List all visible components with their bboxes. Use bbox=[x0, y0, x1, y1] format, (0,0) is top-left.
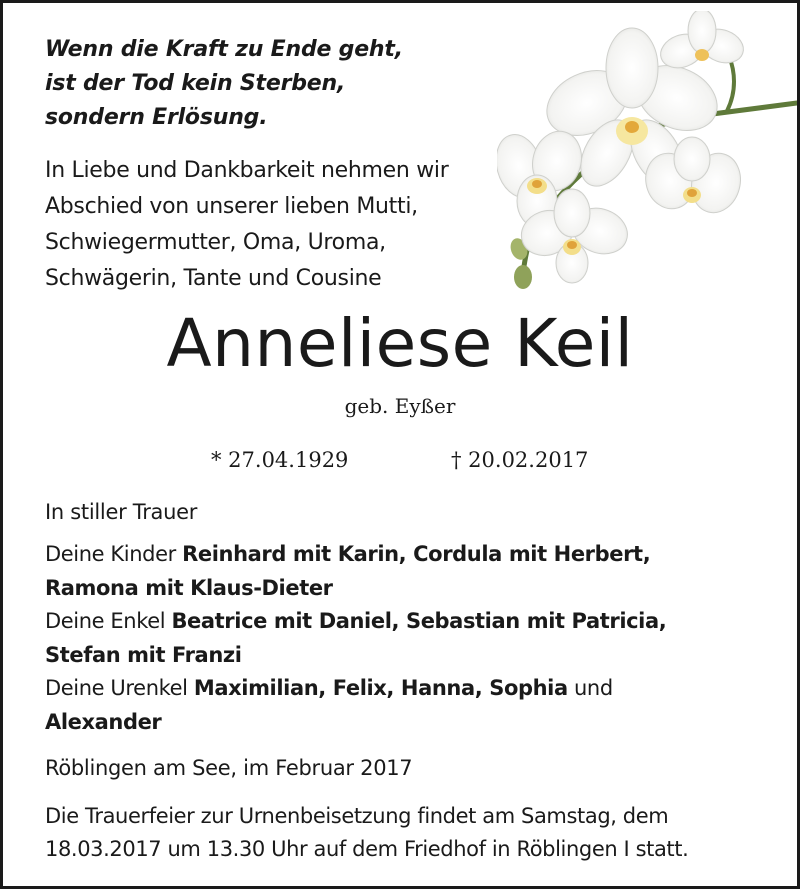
motto-quote bbox=[45, 33, 403, 135]
grandchildren-line bbox=[45, 639, 666, 673]
mourning-intro: In stiller Trauer bbox=[45, 500, 198, 524]
motto-line: sondern Erlösung. bbox=[45, 105, 268, 130]
greatgrandchildren-line bbox=[45, 706, 666, 740]
greatgrandchildren-prefix: Deine Urenkel bbox=[45, 676, 194, 700]
intro-line: In Liebe und Dankbarkeit nehmen wir bbox=[45, 158, 449, 183]
orchid-icon bbox=[497, 11, 797, 297]
intro-line: Schwiegermutter, Oma, Uroma, bbox=[45, 230, 386, 255]
greatgrandchildren-and: und bbox=[567, 676, 613, 700]
ceremony-info bbox=[45, 800, 688, 866]
children-line bbox=[45, 572, 666, 606]
intro-line: Schwägerin, Tante und Cousine bbox=[45, 266, 382, 291]
deceased-name: Anneliese Keil bbox=[166, 305, 634, 382]
children-names: Reinhard mit Karin, Cordula mit Herbert, bbox=[182, 542, 651, 566]
place-date: Röblingen am See, im Februar 2017 bbox=[45, 756, 413, 780]
family-list bbox=[45, 538, 666, 739]
grandchildren-line bbox=[45, 605, 666, 639]
ceremony-line: 18.03.2017 um 13.30 Uhr auf dem Friedhof in Röblingen I statt. bbox=[45, 837, 689, 861]
birth-date: * 27.04.1929 bbox=[211, 448, 349, 472]
intro-text bbox=[45, 153, 448, 297]
maiden-name: geb. Eyßer bbox=[344, 394, 456, 418]
children-line bbox=[45, 538, 666, 572]
greatgrandchildren-line bbox=[45, 672, 666, 706]
grandchildren-prefix: Deine Enkel bbox=[45, 609, 172, 633]
greatgrandchildren-names: Maximilian, Felix, Hanna, Sophia bbox=[193, 676, 568, 700]
greatgrandchildren-names: Alexander bbox=[45, 709, 162, 734]
children-prefix: Deine Kinder bbox=[45, 542, 183, 566]
intro-line: Abschied von unserer lieben Mutti, bbox=[45, 194, 418, 219]
ceremony-line: Die Trauerfeier zur Urnenbeisetzung findet am Samstag, dem bbox=[45, 804, 669, 828]
children-names: Ramona mit Klaus-Dieter bbox=[45, 575, 333, 600]
death-date: † 20.02.2017 bbox=[451, 448, 589, 472]
grandchildren-names: Stefan mit Franzi bbox=[45, 642, 242, 667]
motto-line: ist der Tod kein Sterben, bbox=[45, 71, 346, 96]
grandchildren-names: Beatrice mit Daniel, Sebastian mit Patricia, bbox=[171, 609, 667, 633]
motto-line: Wenn die Kraft zu Ende geht, bbox=[45, 37, 403, 62]
